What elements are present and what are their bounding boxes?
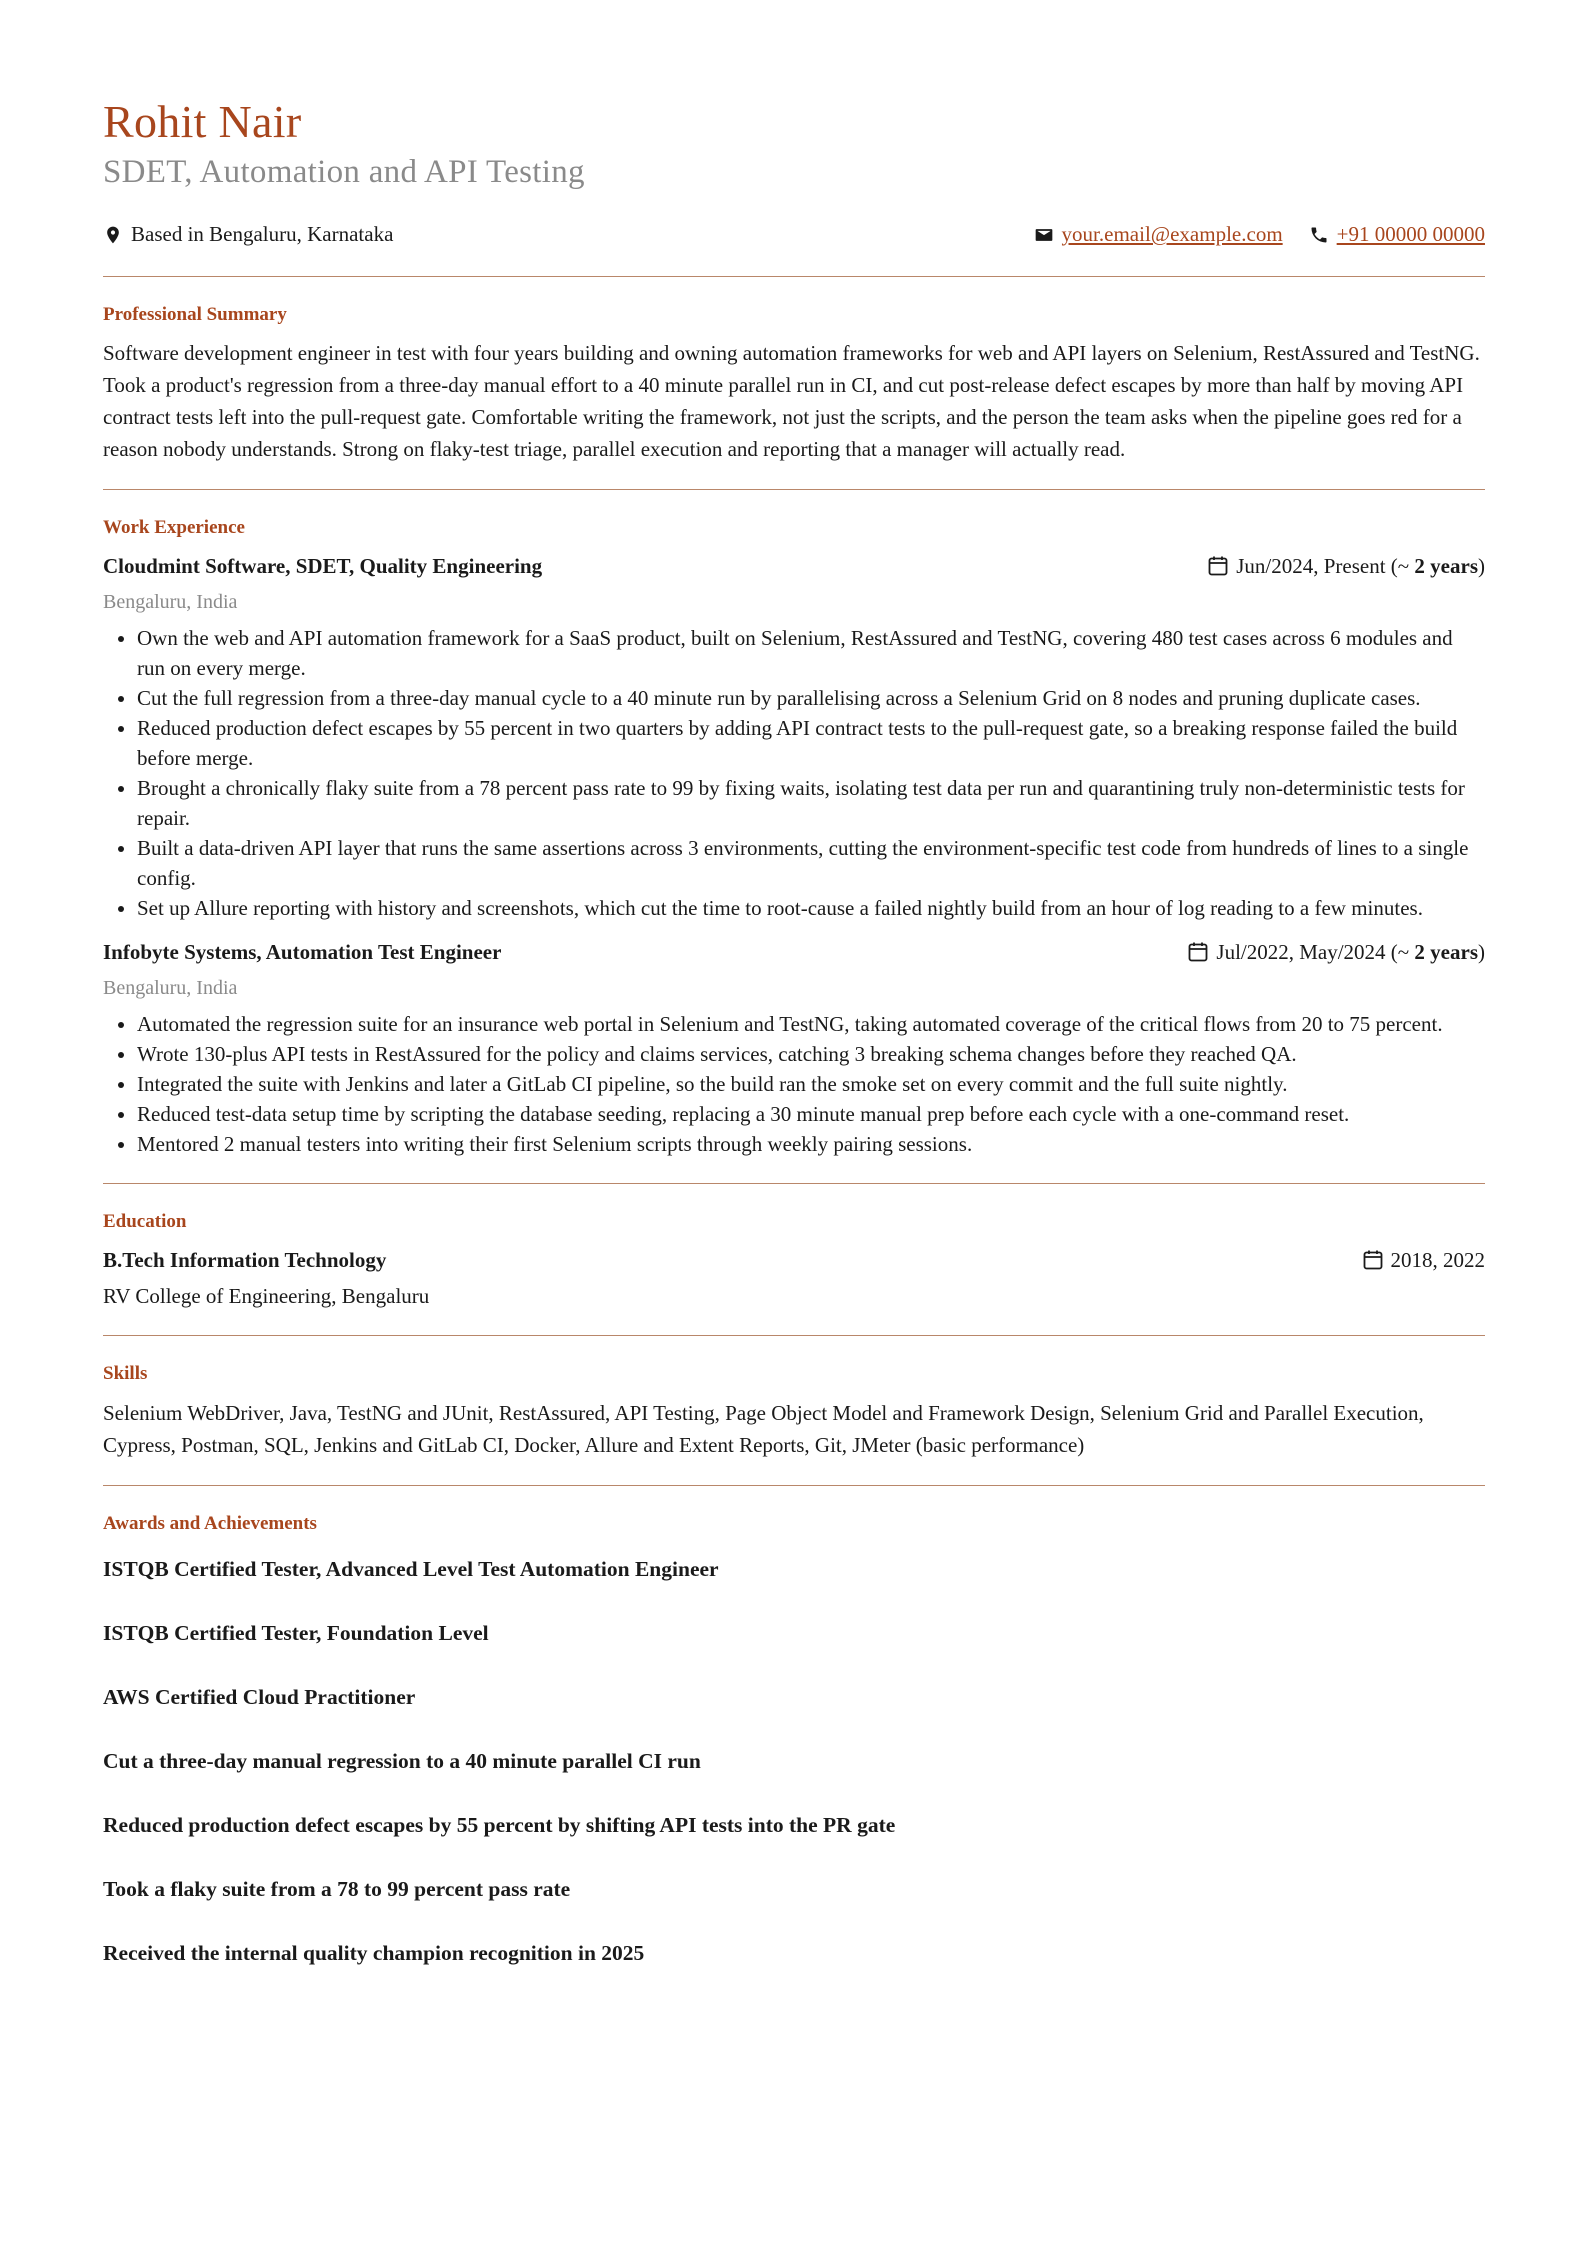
date-range: Jun/2024, Present (~ 2 years) — [1236, 554, 1485, 579]
education-section — [103, 1184, 1485, 1335]
degree: B.Tech Information Technology — [103, 1247, 387, 1272]
job-header — [103, 551, 1485, 581]
institution: RV College of Engineering, Bengaluru — [103, 1283, 430, 1308]
section-title: Awards and Achievements — [103, 1512, 317, 1534]
summary-section — [103, 277, 1485, 490]
summary-text: Software development engineer in test with four years building and owning automation frameworks for web and API layers on Selenium, RestAssured and TestNG. Took a product's regression from a three-day manual effort to a 40 minute parallel run in CI, and cut post-release defect escapes by more than half by moving API contract tests left into the pull-request gate. Comfortable writing the framework, not just the scripts, and the person the team asks when the pipeline goes red for a reason nobody understands. Strong on flaky-test triage, parallel execution and reporting that a manager will actually read. — [103, 341, 1480, 462]
award-item: Reduced production defect escapes by 55 percent by shifting API tests into the PR gate — [103, 1813, 896, 1838]
contact-links — [1008, 222, 1485, 247]
award-item: ISTQB Certified Tester, Foundation Level — [103, 1621, 489, 1646]
job-title: Cloudmint Software, SDET, Quality Engineering — [103, 554, 543, 579]
date-range: Jul/2022, May/2024 (~ 2 years) — [1216, 940, 1485, 965]
job-entry — [103, 551, 1485, 923]
job-dates — [1206, 551, 1485, 581]
list-item: • Own the web and API automation framework for a SaaS product, built on Selenium, RestAssured and TestNG, covering 480 test cases across 6 modules and run on every merge. — [137, 623, 1485, 683]
list-item: • Wrote 130-plus API tests in RestAssured for the policy and claims services, catching 3 breaking schema changes before they reached QA. — [137, 1039, 1485, 1069]
section-title: Work Experience — [103, 517, 245, 539]
list-item: • Reduced production defect escapes by 55 percent in two quarters by adding API contract tests to the pull-request gate, so a breaking response failed the build before merge. — [137, 713, 1485, 773]
award-item: AWS Certified Cloud Practitioner — [103, 1685, 416, 1710]
experience-section — [103, 490, 1485, 1183]
contact-location — [103, 222, 393, 247]
list-item: • Built a data-driven API layer that runs the same assertions across 3 environments, cutting the environment-specific test code from hundreds of lines to a single config. — [137, 833, 1485, 893]
job-dates — [1186, 937, 1485, 967]
job-duration: 2 years — [1414, 554, 1478, 579]
award-item: Received the internal quality champion recognition in 2025 — [103, 1941, 645, 1966]
map-pin-icon — [103, 225, 123, 245]
list-item: • Cut the full regression from a three-day manual cycle to a 40 minute run by parallelising across a Selenium Grid on 8 nodes and pruning duplicate cases. — [137, 683, 1485, 713]
list-item: • Reduced test-data setup time by scripting the database seeding, replacing a 30 minute manual prep before each cycle with a one-command reset. — [137, 1099, 1485, 1129]
awards-list — [103, 1554, 1485, 1968]
date-range: 2018, 2022 — [1390, 1247, 1485, 1272]
list-item: • Integrated the suite with Jenkins and later a GitLab CI pipeline, so the build ran the smoke set on every commit and the full suite nightly. — [137, 1069, 1485, 1099]
job-title: Infobyte Systems, Automation Test Engineer — [103, 940, 502, 965]
job-role: SDET, Quality Engineering — [295, 554, 543, 579]
calendar-icon — [1361, 1248, 1385, 1272]
skills-text: Selenium WebDriver, Java, TestNG and JUnit, RestAssured, API Testing, Page Object Model and Framework Design, Selenium Grid and Parallel Execution, Cypress, Postman, SQL, Jenkins and GitLab CI, Docker, Allure and Extent Reports, Git, JMeter (basic performance) — [103, 1400, 1424, 1457]
job-company: Cloudmint Software — [103, 554, 286, 579]
section-title: Skills — [103, 1362, 148, 1384]
location-text: Based in Bengaluru, Karnataka — [131, 222, 394, 247]
award-item: Took a flaky suite from a 78 to 99 percent pass rate — [103, 1877, 571, 1902]
envelope-icon — [1034, 225, 1054, 245]
email-link[interactable]: your.email@example.com — [1061, 222, 1283, 247]
email-item — [1034, 222, 1283, 247]
award-item: Cut a three-day manual regression to a 40 minute parallel CI run — [103, 1749, 701, 1774]
phone-link[interactable]: +91 00000 00000 — [1336, 222, 1485, 247]
job-company: Infobyte Systems — [103, 940, 257, 965]
list-item: • Mentored 2 manual testers into writing their first Selenium scripts through weekly pairing sessions. — [137, 1129, 1485, 1159]
job-role: Automation Test Engineer — [265, 940, 502, 965]
section-title: Education — [103, 1211, 187, 1233]
job-bullets — [103, 623, 1485, 923]
job-location: Bengaluru, India — [103, 977, 238, 1000]
award-item: ISTQB Certified Tester, Advanced Level Test Automation Engineer — [103, 1557, 719, 1582]
candidate-name: Rohit Nair — [103, 96, 302, 147]
list-item: • Automated the regression suite for an insurance web portal in Selenium and TestNG, taking automated coverage of the critical flows from 20 to 75 percent. — [137, 1009, 1485, 1039]
candidate-headline: SDET, Automation and API Testing — [103, 153, 585, 190]
education-dates — [1361, 1245, 1486, 1275]
list-item: • Set up Allure reporting with history and screenshots, which cut the time to root-cause a failed nightly build from an hour of log reading to a few minutes. — [137, 893, 1485, 923]
calendar-icon — [1206, 554, 1230, 578]
education-header — [103, 1245, 1485, 1275]
job-duration: 2 years — [1414, 940, 1478, 965]
calendar-icon — [1186, 940, 1210, 964]
job-bullets — [103, 1009, 1485, 1159]
job-entry — [103, 937, 1485, 1159]
contact-row — [103, 220, 1485, 250]
phone-item — [1309, 222, 1485, 247]
phone-icon — [1309, 225, 1329, 245]
resume-header — [103, 96, 1485, 250]
list-item: • Brought a chronically flaky suite from a 78 percent pass rate to 99 by fixing waits, isolating test data per run and quarantining truly non-deterministic tests for repair. — [137, 773, 1485, 833]
skills-section — [103, 1336, 1485, 1485]
job-location: Bengaluru, India — [103, 591, 238, 614]
section-title: Professional Summary — [103, 303, 287, 325]
job-header — [103, 937, 1485, 967]
awards-section — [103, 1486, 1485, 1993]
